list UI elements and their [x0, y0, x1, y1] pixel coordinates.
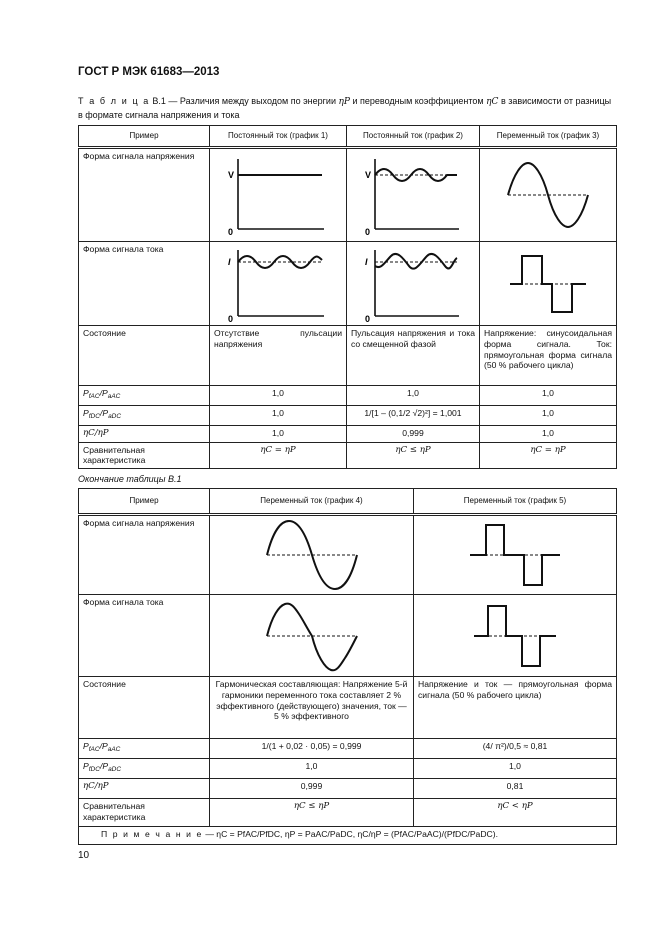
graph-label-v: V	[365, 170, 372, 180]
value-cell: ηC ≤ ηP	[347, 442, 480, 469]
table-row-comparison	[79, 442, 617, 469]
row-label-comparison: Сравнительная характеристика	[79, 442, 210, 469]
square-wave-voltage-graph-icon	[460, 517, 570, 593]
table-row-state	[79, 677, 617, 739]
table-row-pfdc-padc	[79, 759, 617, 779]
row-label-pfac-paac: $P_{fAC}/P_{aAC}$	[79, 739, 210, 759]
page-number: 10	[78, 850, 90, 861]
value-cell: 0,999	[347, 425, 480, 442]
ac-sine-voltage-graph-icon	[257, 517, 367, 593]
value-cell: 1,0	[480, 425, 617, 442]
table-row-eta-ratio	[79, 425, 617, 442]
value-cell: 1,0	[210, 425, 347, 442]
ac-distorted-current-graph-icon	[257, 598, 367, 674]
state-graph-5: Напряжение и ток — прямоугольная форма сигнала (50 % рабочего цикла)	[414, 677, 617, 739]
header-graph-3: Переменный ток (график 3)	[480, 126, 617, 148]
table-row-voltage	[79, 148, 617, 242]
caption-eta-p: ηP	[338, 97, 350, 107]
value-cell: ηC ≤ ηP	[210, 799, 414, 827]
value-cell: 0,999	[210, 779, 414, 799]
graph-label-zero: 0	[228, 227, 234, 237]
graph-1-current	[210, 242, 347, 326]
value-cell: ηC = ηP	[480, 442, 617, 469]
value-cell: 1,0	[210, 386, 347, 406]
table-b1	[78, 125, 617, 469]
value-cell: ηC < ηP	[414, 799, 617, 827]
row-label-comparison: Сравнительная характеристика	[79, 799, 210, 827]
table-header-row	[79, 489, 617, 515]
table-caption	[78, 95, 618, 121]
header-graph-1: Постоянный ток (график 1)	[210, 126, 347, 148]
table-row-pfac-paac	[79, 739, 617, 759]
row-label-pfdc-padc: $P_{fDC}/P_{aDC}$	[79, 759, 210, 779]
table-b1-end	[78, 488, 617, 845]
table-row-comparison	[79, 799, 617, 827]
dc-shifted-current-graph-icon	[353, 244, 473, 324]
document-header: ГОСТ Р МЭК 61683—2013	[78, 66, 220, 78]
row-label-current: Форма сигнала тока	[79, 242, 210, 326]
table-row-state	[79, 326, 617, 386]
ac-sine-voltage-graph-icon	[488, 151, 608, 239]
graph-label-i: I	[365, 256, 368, 267]
row-label-pfdc-padc: $P_{fDC}/P_{aDC}$	[79, 405, 210, 425]
row-label-eta-ratio: ηC/ηP	[79, 425, 210, 442]
graph-3-current	[480, 242, 617, 326]
table-row-current	[79, 242, 617, 326]
value-cell: 1/(1 + 0,02 · 0,05) = 0,999	[210, 739, 414, 759]
caption-text-a: В.1 — Различия между выходом по энергии	[152, 96, 336, 106]
graph-5-current	[414, 595, 617, 677]
row-label-state: Состояние	[79, 326, 210, 386]
dc-voltage-graph-icon	[218, 151, 338, 239]
note-text: — ηC = PfAC/PfDC, ηP = PaAC/PaDC, ηC/ηP = (PfAC/PaAC)/(PfDC/PaDC).	[205, 829, 498, 839]
row-label-voltage: Форма сигнала напряжения	[79, 515, 210, 595]
value-cell: 1,0	[347, 386, 480, 406]
graph-label-zero: 0	[365, 313, 371, 324]
value-cell: 1,0	[210, 759, 414, 779]
value-cell: ηC = ηP	[210, 442, 347, 469]
value-cell: 0,81	[414, 779, 617, 799]
table-note-row	[79, 827, 617, 845]
state-graph-4: Гармоническая составляющая: Напряжение 5-й гармоники переменного тока составляет 2 % эффективного (действующего) значения, ток — 5 % эффективного	[210, 677, 414, 739]
graph-5-voltage	[414, 515, 617, 595]
row-label-eta-ratio: ηC/ηP	[79, 779, 210, 799]
caption-table-word: Т а б л и ц а	[78, 96, 150, 106]
dc-ripple-current-graph-icon	[218, 244, 338, 324]
graph-1-voltage	[210, 148, 347, 242]
header-graph-5: Переменный ток (график 5)	[414, 489, 617, 515]
table-row-pfdc-padc	[79, 405, 617, 425]
graph-2-voltage	[347, 148, 480, 242]
graph-4-voltage	[210, 515, 414, 595]
header-example: Пример	[79, 489, 210, 515]
dc-ripple-voltage-graph-icon	[353, 151, 473, 239]
value-cell: 1,0	[480, 386, 617, 406]
table-row-current	[79, 595, 617, 677]
value-cell: (4/ π²)/0,5 ≈ 0,81	[414, 739, 617, 759]
value-cell: 1,0	[210, 405, 347, 425]
row-label-voltage: Форма сигнала напряжения	[79, 148, 210, 242]
graph-label-i: I	[228, 256, 231, 267]
graph-3-voltage	[480, 148, 617, 242]
table-row-eta-ratio	[79, 779, 617, 799]
row-label-current: Форма сигнала тока	[79, 595, 210, 677]
graph-label-v: V	[228, 170, 235, 180]
graph-label-zero: 0	[365, 227, 371, 237]
note-word: П р и м е ч а н и е	[101, 829, 203, 839]
state-graph-3: Напряжение: синусоидальная форма сигнала. Ток: прямоугольная форма сигнала (50 % рабочего цикла)	[480, 326, 617, 386]
graph-2-current	[347, 242, 480, 326]
value-cell: 1,0	[414, 759, 617, 779]
table-note	[79, 827, 617, 845]
value-cell: 1,0	[480, 405, 617, 425]
caption-eta-c: ηC	[486, 97, 499, 107]
table-header-row	[79, 126, 617, 148]
value-cell: 1/[1 – (0,1/2 √2)²] = 1,001	[347, 405, 480, 425]
table-row-voltage	[79, 515, 617, 595]
row-label-state: Состояние	[79, 677, 210, 739]
continuation-label: Окончание таблицы В.1	[78, 474, 182, 484]
square-wave-current-graph-icon	[460, 598, 570, 674]
row-label-pfac-paac: $P_{fAC}/P_{aAC}$	[79, 386, 210, 406]
graph-label-zero: 0	[228, 313, 234, 324]
caption-text-b: и переводным коэффициентом	[352, 96, 484, 106]
header-graph-2: Постоянный ток (график 2)	[347, 126, 480, 148]
header-example: Пример	[79, 126, 210, 148]
square-wave-current-graph-icon	[488, 244, 608, 324]
graph-4-current	[210, 595, 414, 677]
header-graph-4: Переменный ток (график 4)	[210, 489, 414, 515]
state-graph-2: Пульсация напряжения и тока со смещенной фазой	[347, 326, 480, 386]
state-graph-1: Отсутствие пульсации напряжения	[210, 326, 347, 386]
caption-text-c: в зависимости от разницы в формате сигнала напряжения и тока	[78, 96, 612, 120]
table-row-pfac-paac	[79, 386, 617, 406]
